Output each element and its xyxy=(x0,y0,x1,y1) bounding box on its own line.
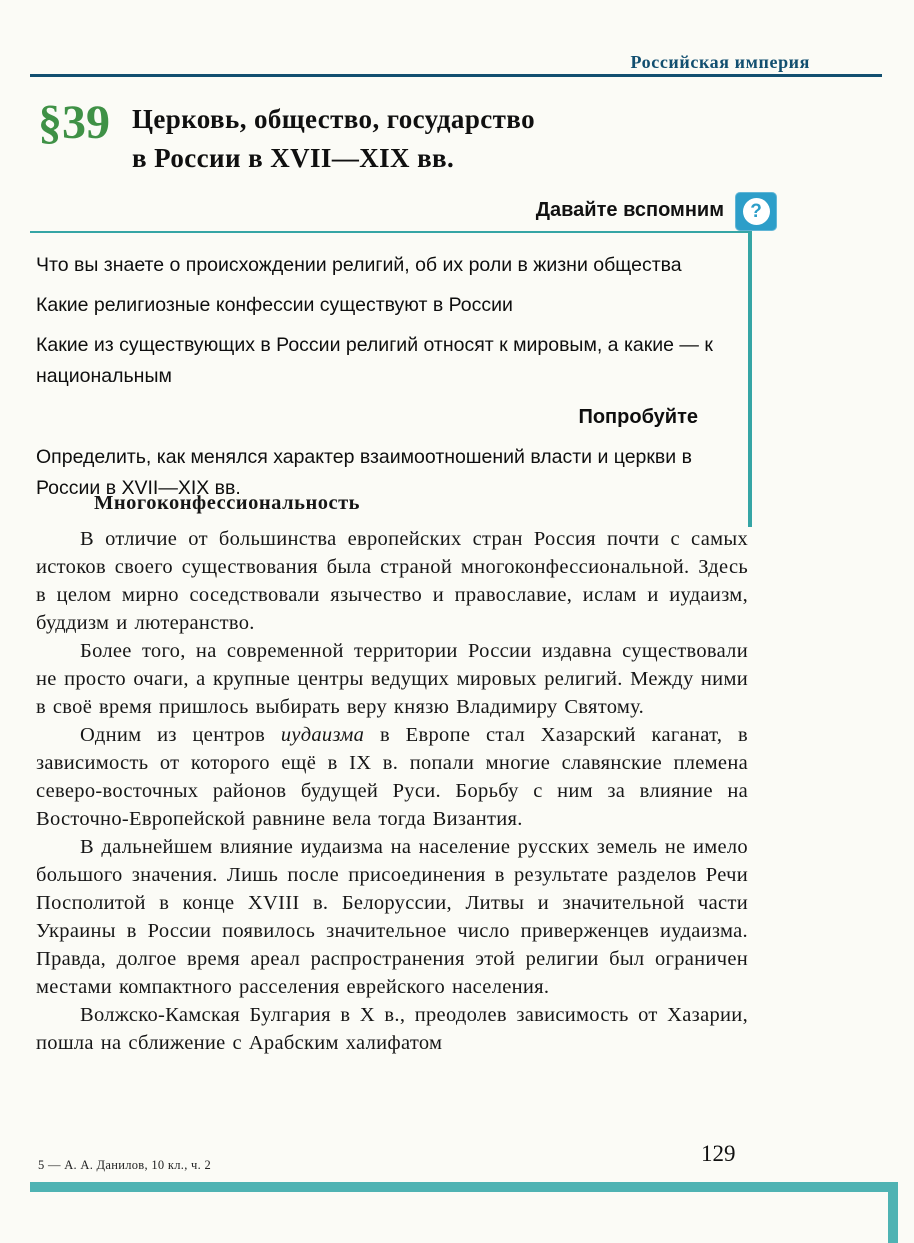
recall-question: Какие религиозные конфессии существуют в России xyxy=(36,294,513,316)
page-number: 129 xyxy=(701,1141,736,1166)
body-paragraph xyxy=(36,721,748,833)
body-paragraph: Волжско-Камская Булгария в X в., преодолев зависимость от Хазарии, пошла на сближение с Арабским халифатом xyxy=(36,1004,748,1054)
recall-question: Что вы знаете о происхождении религий, об их роли в жизни общества xyxy=(36,254,682,276)
chapter-header: Российская империя xyxy=(630,52,810,72)
main-text xyxy=(36,492,748,1057)
section-title-block xyxy=(38,96,798,178)
header-rule xyxy=(30,74,882,77)
paragraph-text: в Европе стал Хазарский каганат, в зависимость от которого ещё в IX в. попали многие славянские племена северо-восточных районов будущей Руси. Борьбу с ним за влияние на Восточно-Европейской равнине вела тогда Византия. xyxy=(36,724,748,830)
section-title xyxy=(132,100,535,178)
recall-question: Какие из существующих в России религий относят к мировым, а какие — к национальным xyxy=(36,334,713,387)
recall-questions-box xyxy=(30,231,752,527)
body-paragraph: Более того, на современной территории России издавна существовали не просто очаги, а крупные центры ведущих мировых религий. Между ними в своё время пришлось выбирать веру князю Владимиру Святому. xyxy=(36,640,748,718)
recall-heading: Давайте вспомним xyxy=(535,199,724,221)
paragraph-text: Одним из центров xyxy=(80,724,281,746)
question-mark-glyph: ? xyxy=(743,198,770,225)
section-number: §39 xyxy=(38,96,110,149)
right-frame-bar xyxy=(888,1182,898,1243)
try-heading: Попробуйте xyxy=(578,406,698,428)
italic-term: иудаизма xyxy=(280,724,365,746)
body-paragraph: В отличие от большинства европейских стран Россия почти с самых истоков своего существования была страной многоконфессиональной. Здесь в целом мирно соседствовали язычество и православие, ислам и иудаизм, буддизм и лютеранство. xyxy=(36,528,748,634)
edition-imprint: 5 — А. А. Данилов, 10 кл., ч. 2 xyxy=(38,1158,212,1172)
body-paragraph: В дальнейшем влияние иудаизма на население русских земель не имело большого значения. Лишь после присоединения в результате разделов Речи Посполитой в конце XVIII в. Белоруссии, Литвы и значительной части Украины в России появилось значительное число приверженцев иудаизма. Правда, долгое время ареал распространения этой религии был ограничен местами компактного расселения еврейского населения. xyxy=(36,836,748,998)
body-section-heading: Многоконфессиональность xyxy=(94,492,361,514)
bottom-frame-bar xyxy=(30,1182,898,1192)
question-mark-icon xyxy=(735,192,777,231)
try-task: Определить, как менялся характер взаимоотношений власти и церкви в России в XVII—XIX вв. xyxy=(36,446,692,499)
section-title-line1: Церковь, общество, государство xyxy=(132,104,535,134)
section-title-line2: в России в XVII—XIX вв. xyxy=(132,143,455,173)
